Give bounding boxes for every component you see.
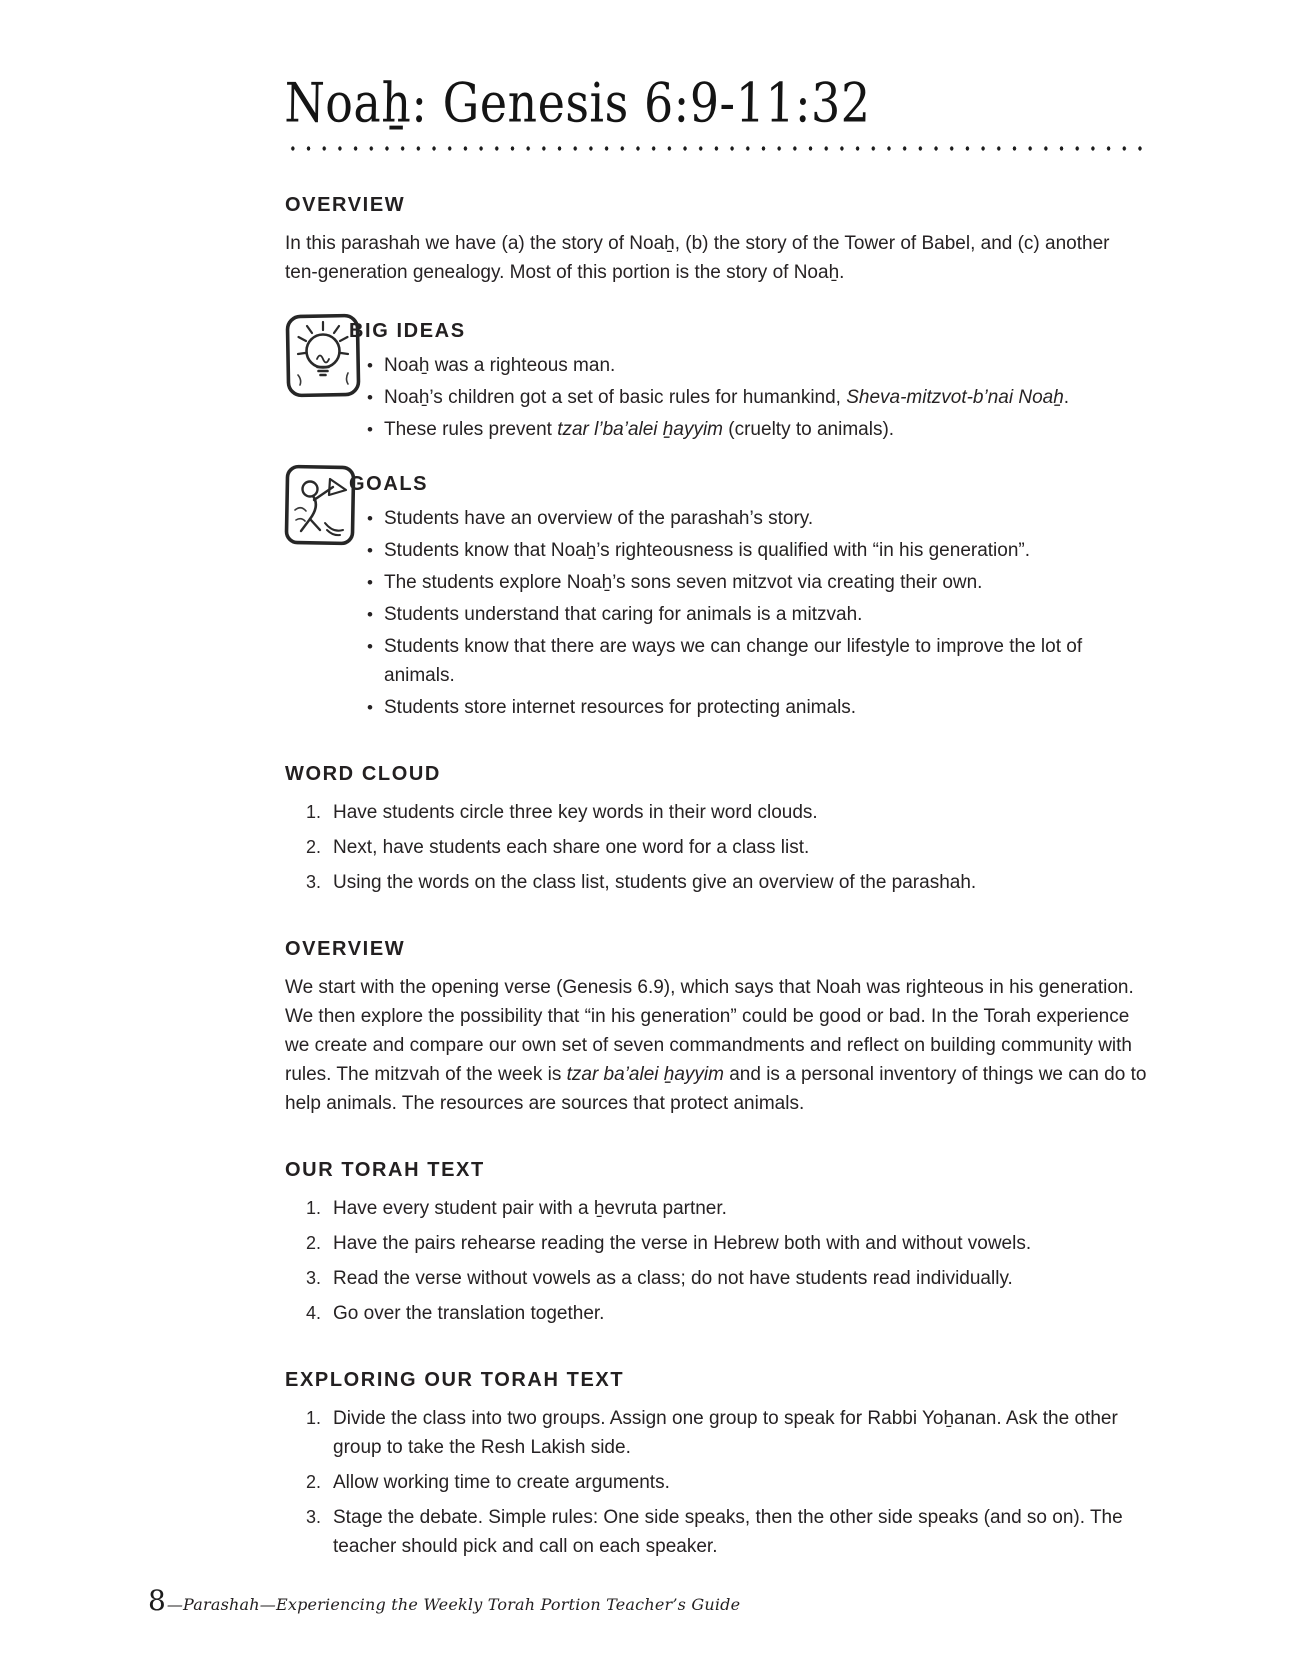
section-word-cloud <box>285 762 1147 897</box>
item-number: 3. <box>305 1507 321 1527</box>
section-exploring-torah-text <box>285 1368 1147 1561</box>
body-paragraph: In this parashah we have (a) the story of Noaẖ, (b) the story of the Tower of Babel, and (c) another ten-generation genealogy. Most of this portion is the story of Noaẖ. <box>285 233 1110 283</box>
section-goals <box>285 470 1147 722</box>
page-content <box>285 72 1147 1567</box>
item-text: Using the words on the class list, students give an overview of the parashah. <box>333 872 977 893</box>
section-our-torah-text <box>285 1158 1147 1328</box>
section-overview-top <box>285 193 1147 287</box>
item-text: Have students circle three key words in their word clouds. <box>333 802 818 823</box>
item-number: 3. <box>305 1268 321 1288</box>
numbered-item <box>285 1194 1147 1223</box>
bullet-item: • The students explore Noaẖ’s sons seven mitzvot via creating their own. <box>367 568 1147 597</box>
exploring-list <box>285 1404 1147 1561</box>
page-title: Noaẖ: Genesis 6:9-11:32 <box>284 70 872 135</box>
item-text: Next, have students each share one word for a class list. <box>333 837 810 858</box>
section-heading: EXPLORING OUR TORAH TEXT <box>285 1369 625 1391</box>
numbered-item <box>285 1468 1147 1497</box>
footer-page-number: 8 <box>148 1584 166 1617</box>
bullet-item: • Students store internet resources for protecting animals. <box>367 693 1147 722</box>
goals-list <box>367 504 1147 722</box>
section-heading: OVERVIEW <box>285 938 406 960</box>
numbered-item <box>285 1264 1147 1293</box>
bullet-item: • Noaẖ was a righteous man. <box>367 351 1147 380</box>
word-cloud-list <box>285 798 1147 897</box>
numbered-item <box>285 1503 1147 1561</box>
item-number: 1. <box>305 1408 321 1428</box>
numbered-item <box>285 798 1147 827</box>
item-number: 1. <box>305 1198 321 1218</box>
title-dotted-rule <box>285 144 1147 153</box>
our-torah-text-list <box>285 1194 1147 1328</box>
section-overview-middle <box>285 937 1147 1118</box>
numbered-item <box>285 1404 1147 1462</box>
numbered-item <box>285 868 1147 897</box>
item-number: 2. <box>305 837 321 857</box>
item-text: Have the pairs rehearse reading the verse in Hebrew both with and without vowels. <box>333 1233 1032 1254</box>
bullet-item: • These rules prevent tzar l’ba’alei ẖayyim (cruelty to animals). <box>367 415 1147 444</box>
item-text: Go over the translation together. <box>333 1303 605 1324</box>
item-number: 3. <box>305 872 321 892</box>
numbered-item <box>285 833 1147 862</box>
section-heading: WORD CLOUD <box>285 763 441 785</box>
item-text: Allow working time to create arguments. <box>333 1472 670 1493</box>
numbered-item <box>285 1229 1147 1258</box>
big-ideas-list <box>367 351 1147 444</box>
section-heading: OVERVIEW <box>285 194 406 216</box>
bullet-item: • Students have an overview of the parashah’s story. <box>367 504 1147 533</box>
item-number: 2. <box>305 1233 321 1253</box>
bullet-item: • Students understand that caring for animals is a mitzvah. <box>367 600 1147 629</box>
item-number: 2. <box>305 1472 321 1492</box>
section-heading: OUR TORAH TEXT <box>285 1159 485 1181</box>
section-heading: BIG IDEAS <box>349 320 466 342</box>
bullet-item: • Students know that there are ways we can change our lifestyle to improve the lot of animals. <box>367 632 1147 690</box>
numbered-item <box>285 1299 1147 1328</box>
page-footer <box>148 1586 740 1616</box>
section-heading: GOALS <box>349 473 429 495</box>
bullet-item: • Noaẖ’s children got a set of basic rules for humankind, Sheva-mitzvot-b’nai Noaẖ. <box>367 383 1147 412</box>
section-big-ideas <box>285 317 1147 444</box>
item-text: Read the verse without vowels as a class; do not have students read individually. <box>333 1268 1013 1289</box>
footer-book-title: —Parashah—Experiencing the Weekly Torah Portion Teacher’s Guide <box>166 1595 741 1614</box>
item-text: Divide the class into two groups. Assign one group to speak for Rabbi Yoẖanan. Ask the other group to take the Resh Lakish side. <box>333 1408 1118 1458</box>
item-text: Stage the debate. Simple rules: One side speaks, then the other side speaks (and so on). The teacher should pick and call on each speaker. <box>333 1507 1123 1557</box>
item-number: 4. <box>305 1303 321 1323</box>
item-text: Have every student pair with a ẖevruta partner. <box>333 1198 727 1219</box>
item-number: 1. <box>305 802 321 822</box>
lightbulb-icon <box>283 309 363 401</box>
bullet-item: • Students know that Noaẖ’s righteousness is qualified with “in his generation”. <box>367 536 1147 565</box>
person-sketch-icon <box>283 462 363 554</box>
body-paragraph: We start with the opening verse (Genesis 6.9), which says that Noah was righteous in his generation. We then explore the possibility that “in his generation” could be good or bad. In the Torah experience we create and compare our own set of seven commandments and reflect on building community with rules. The mitzvah of the week is tzar ba’alei ẖayyim and is a personal inventory of things we can do to help animals. The resources are sources that protect animals. <box>285 977 1147 1114</box>
